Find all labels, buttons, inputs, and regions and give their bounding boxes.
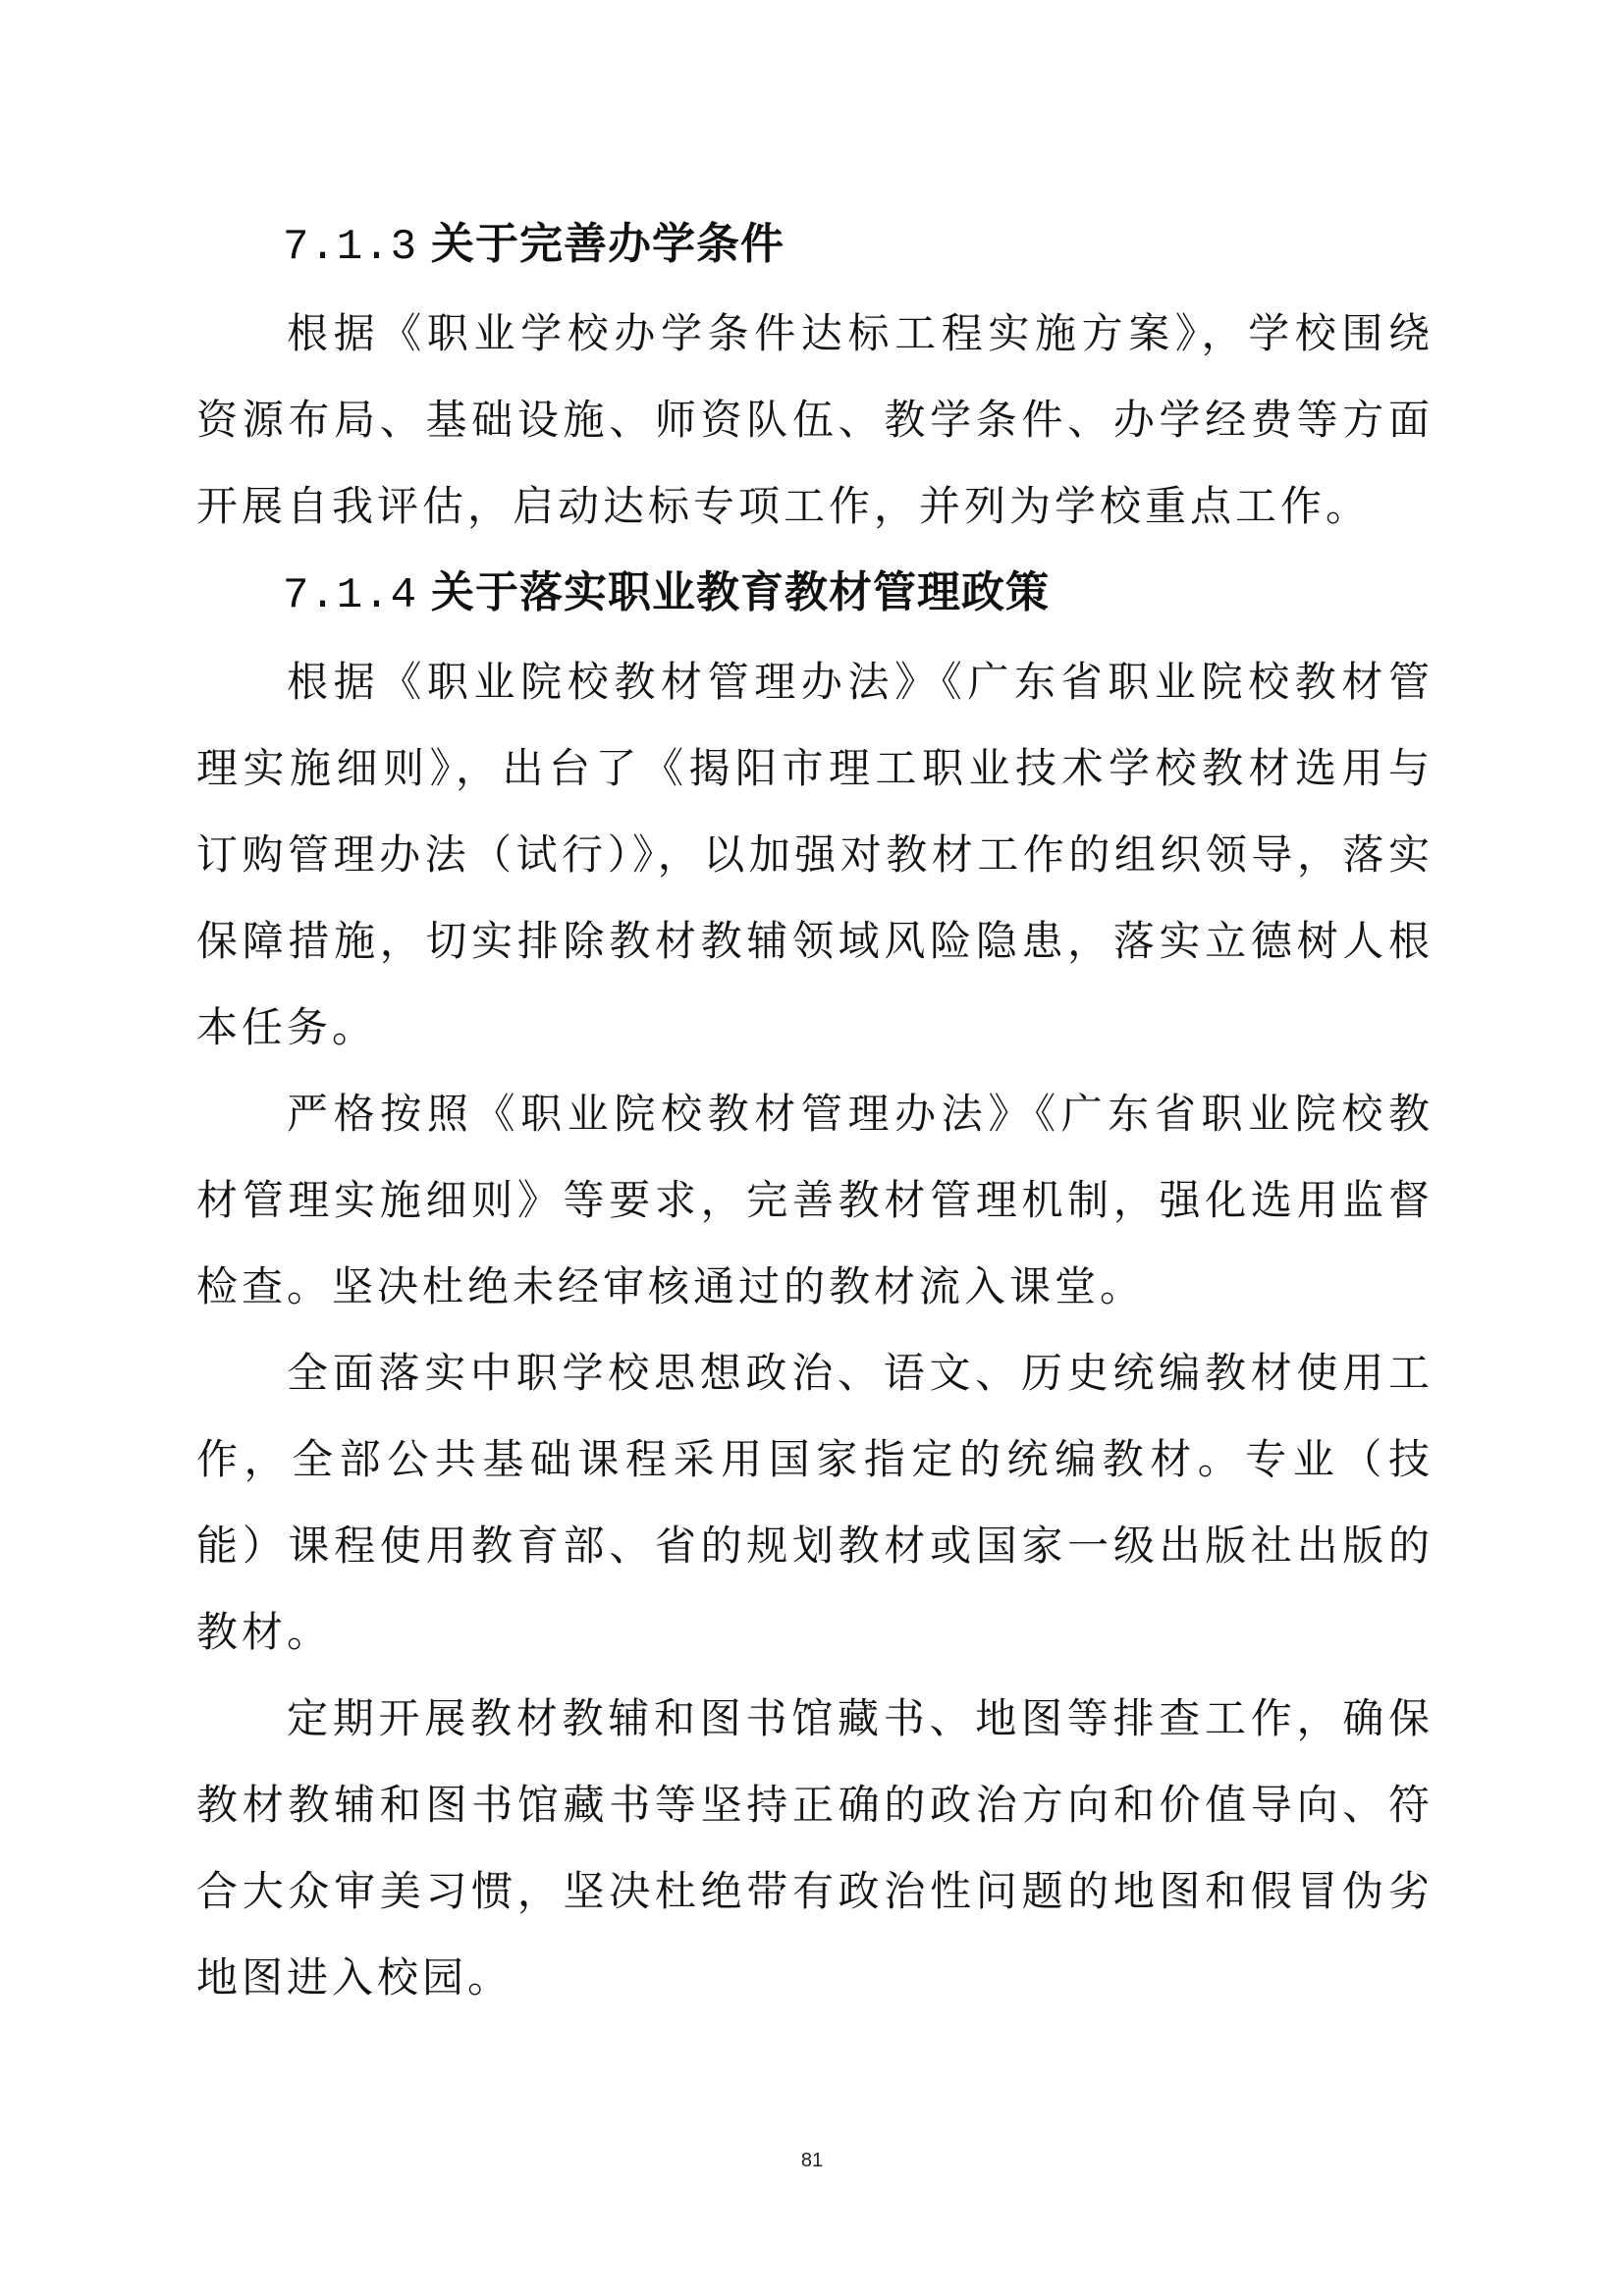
- page-number: 81: [800, 2150, 824, 2171]
- section-number: 7.1.4: [283, 571, 418, 620]
- section-heading-7-1-4: [196, 550, 1434, 639]
- paragraph: 全面落实中职学校思想政治、语文、历史统编教材使用工作，全部公共基础课程采用国家指定的统编教材。专业（技能）课程使用教育部、省的规划教材或国家一级出版社出版的教材。: [196, 1349, 1434, 1656]
- page-content: [196, 201, 1434, 2021]
- paragraph: 严格按照《职业院校教材管理办法》《广东省职业院校教材管理实施细则》等要求，完善教材管理机制，强化选用监督检查。坚决杜绝未经审核通过的教材流入课堂。: [196, 1090, 1434, 1310]
- section-title: 关于完善办学条件: [431, 219, 785, 269]
- paragraph: 定期开展教材教辅和图书馆藏书、地图等排查工作，确保教材教辅和图书馆藏书等坚持正确的政治方向和价值导向、符合大众审美习惯，坚决杜绝带有政治性问题的地图和假冒伪劣地图进入校园。: [196, 1694, 1434, 2002]
- paragraph: 根据《职业学校办学条件达标工程实施方案》，学校围绕资源布局、基础设施、师资队伍、教学条件、办学经费等方面开展自我评估，启动达标专项工作，并列为学校重点工作。: [196, 309, 1434, 530]
- section-heading-7-1-3: [196, 201, 1434, 291]
- section-title: 关于落实职业教育教材管理政策: [431, 567, 1051, 617]
- paragraph: 根据《职业院校教材管理办法》《广东省职业院校教材管理实施细则》，出台了《揭阳市理工职业技术学校教材选用与订购管理办法（试行）》，以加强对教材工作的组织领导，落实保障措施，切实排除教材教辅领域风险隐患，落实立德树人根本任务。: [196, 658, 1434, 1051]
- section-number: 7.1.3: [283, 223, 418, 272]
